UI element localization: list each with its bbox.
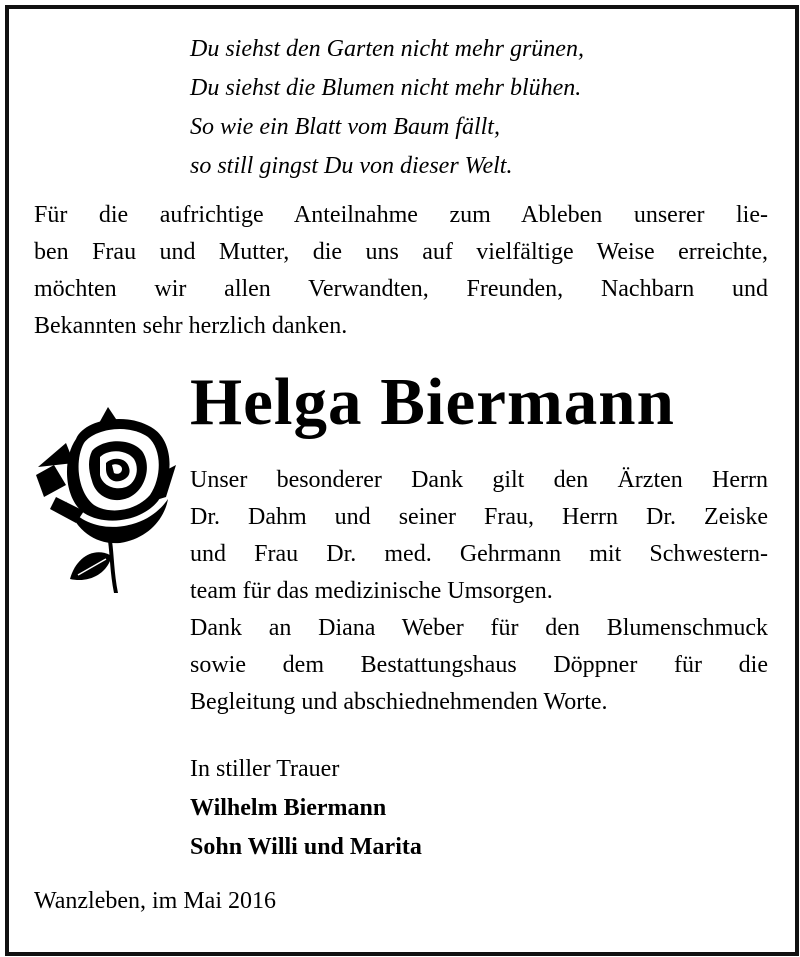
thanks-line: Dr. Dahm und seiner Frau, Herrn Dr. Zeiske [190,504,768,530]
poem-line: So wie ein Blatt vom Baum fällt, [190,114,500,140]
signoff [190,750,422,867]
intro-line: möchten wir allen Verwandten, Freunden, Nachbarn und [34,276,768,302]
poem [190,30,584,186]
intro-line: ben Frau und Mutter, die uns auf vielfältige Weise erreichte, [34,239,768,265]
intro-line: Bekannten sehr herzlich danken. [34,313,348,339]
thanks-line: sowie dem Bestattungshaus Döppner für die [190,652,768,678]
mourner-name: Sohn Willi und Marita [190,834,422,860]
thanks-line: und Frau Dr. med. Gehrmann mit Schwestern- [190,541,768,567]
intro-line: Für die aufrichtige Anteilnahme zum Ableben unserer lie- [34,202,768,228]
mourning-phrase: In stiller Trauer [190,756,340,782]
thanks-line: Begleitung und abschiednehmenden Worte. [190,689,608,715]
deceased-name: Helga Biermann [190,365,675,439]
poem-line: Du siehst den Garten nicht mehr grünen, [190,36,584,62]
thanks-paragraph [190,462,768,721]
intro-paragraph [34,197,768,345]
thanks-line: team für das medizinische Umsorgen. [190,578,553,604]
mourner-name: Wilhelm Biermann [190,795,387,821]
thanks-line: Unser besonderer Dank gilt den Ärzten Herrn [190,467,768,493]
rose-icon [36,405,186,595]
poem-line: Du siehst die Blumen nicht mehr blühen. [190,75,582,101]
thanks-line: Dank an Diana Weber für den Blumenschmuck [190,615,768,641]
place-date: Wanzleben, im Mai 2016 [34,888,277,914]
poem-line: so still gingst Du von dieser Welt. [190,153,513,179]
